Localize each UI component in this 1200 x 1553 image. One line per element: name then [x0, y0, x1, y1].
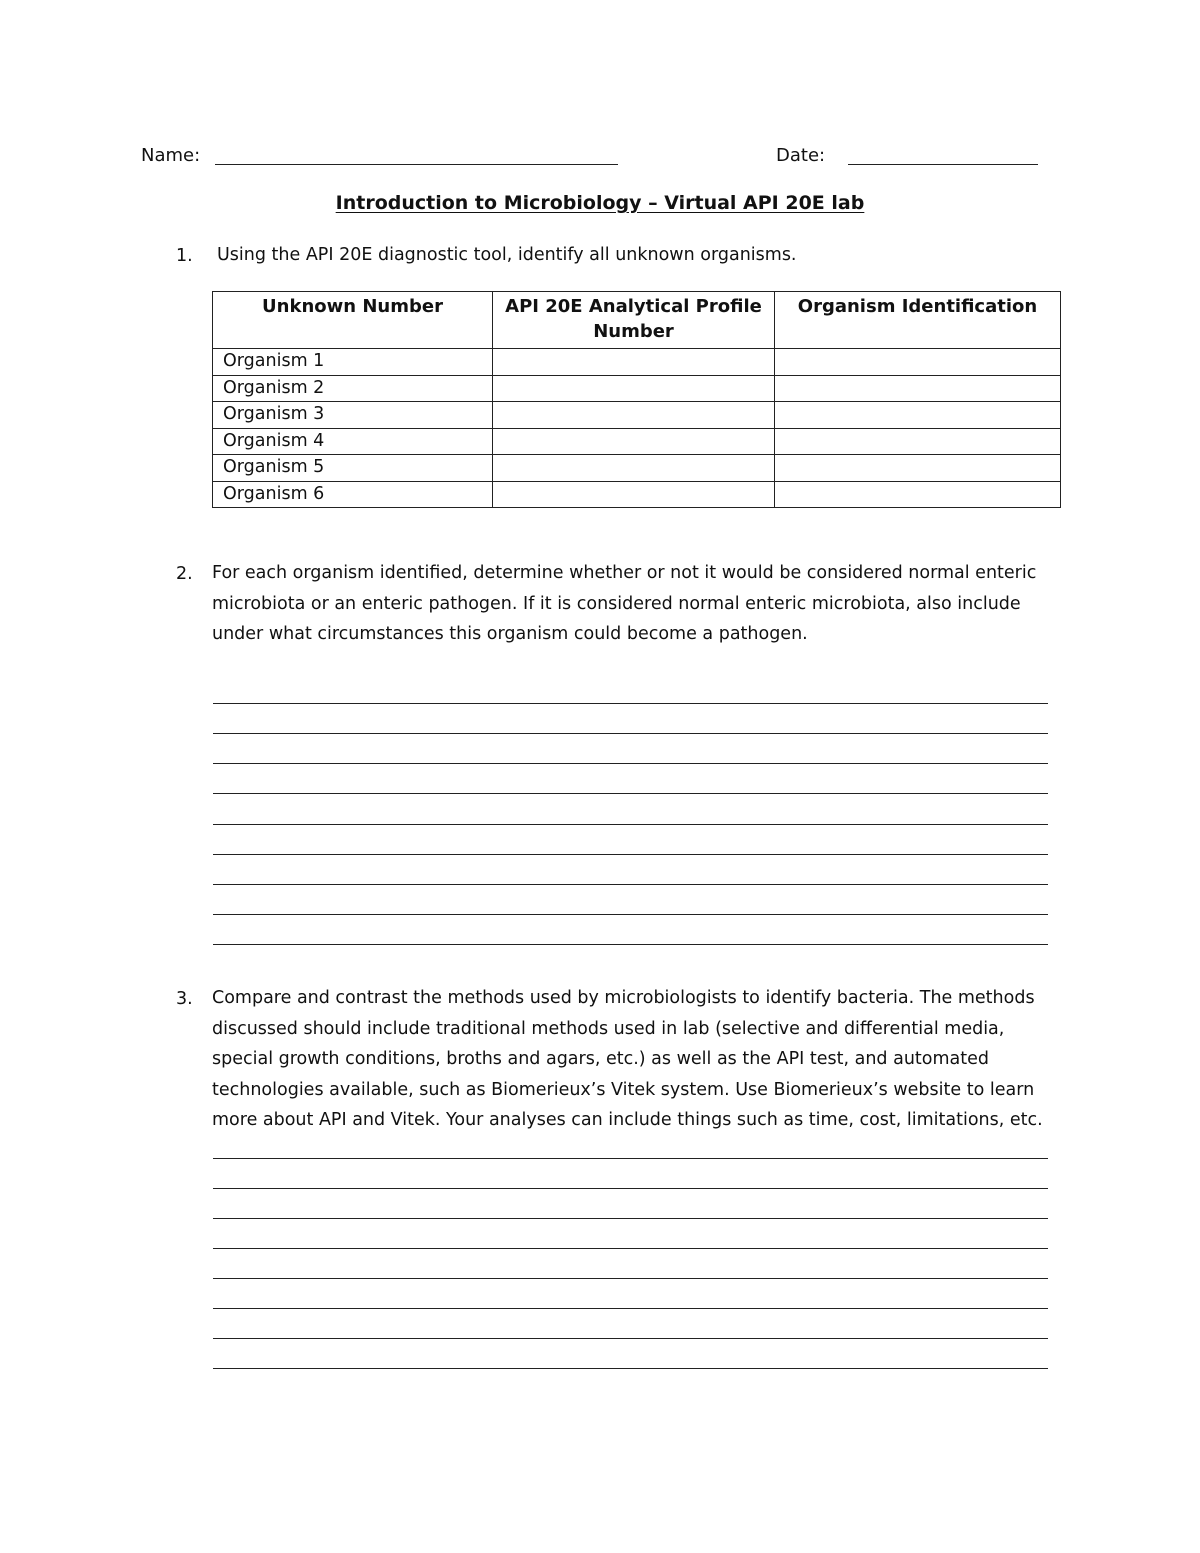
- answer-line[interactable]: [213, 914, 1048, 915]
- identification-cell[interactable]: [775, 428, 1061, 455]
- profile-number-cell[interactable]: [493, 428, 775, 455]
- answer-line[interactable]: [213, 1308, 1048, 1309]
- question-2-number: 2.: [176, 564, 193, 584]
- row-label: Organism 3: [213, 402, 493, 429]
- identification-cell[interactable]: [775, 481, 1061, 508]
- table-row: [213, 481, 1061, 508]
- answer-line[interactable]: [213, 733, 1048, 734]
- name-field[interactable]: [215, 164, 618, 165]
- table-header-row: [213, 292, 1061, 349]
- table-row: [213, 428, 1061, 455]
- row-label: Organism 6: [213, 481, 493, 508]
- name-label: Name:: [141, 145, 201, 166]
- row-label: Organism 2: [213, 375, 493, 402]
- answer-line[interactable]: [213, 1188, 1048, 1189]
- row-label: Organism 1: [213, 349, 493, 376]
- identification-cell[interactable]: [775, 402, 1061, 429]
- question-2-text: For each organism identified, determine whether or not it would be considered normal enteric microbiota or an enteric pathogen. If it is considered normal enteric microbiota, also include under what circumstances this organism could become a pathogen.: [212, 563, 1037, 644]
- table-row: [213, 402, 1061, 429]
- organism-table: [212, 291, 1061, 508]
- row-label: Organism 4: [213, 428, 493, 455]
- answer-line[interactable]: [213, 824, 1048, 825]
- date-field[interactable]: [848, 164, 1038, 165]
- answer-line[interactable]: [213, 854, 1048, 855]
- profile-number-cell[interactable]: [493, 402, 775, 429]
- identification-cell[interactable]: [775, 455, 1061, 482]
- question-3-text: Compare and contrast the methods used by microbiologists to identify bacteria. The methods discussed should include traditional methods used in lab (selective and differential media, special growth conditions, broths and agars, etc.) as well as the API test, and automated technologies available, such as Biomerieux’s Vitek system. Use Biomerieux’s website to learn more about API and Vitek. Your analyses can include things such as time, cost, limitations, etc.: [212, 988, 1043, 1130]
- answer-line[interactable]: [213, 1218, 1048, 1219]
- identification-cell[interactable]: [775, 375, 1061, 402]
- profile-number-cell[interactable]: [493, 349, 775, 376]
- identification-cell[interactable]: [775, 349, 1061, 376]
- row-label: Organism 5: [213, 455, 493, 482]
- answer-line[interactable]: [213, 944, 1048, 945]
- date-label: Date:: [776, 145, 826, 166]
- answer-line[interactable]: [213, 884, 1048, 885]
- question-1-text: Using the API 20E diagnostic tool, identify all unknown organisms.: [217, 245, 797, 265]
- table-row: [213, 455, 1061, 482]
- profile-number-cell[interactable]: [493, 455, 775, 482]
- profile-number-cell[interactable]: [493, 375, 775, 402]
- answer-line[interactable]: [213, 1368, 1048, 1369]
- column-header-unknown-number: Unknown Number: [213, 292, 493, 349]
- table-row: [213, 375, 1061, 402]
- answer-line[interactable]: [213, 763, 1048, 764]
- column-header-profile-number: API 20E Analytical Profile Number: [493, 292, 775, 349]
- column-header-organism-identification: Organism Identification: [775, 292, 1061, 349]
- page-title: Introduction to Microbiology – Virtual API 20E lab: [335, 192, 865, 214]
- question-3-number: 3.: [176, 989, 193, 1009]
- answer-line[interactable]: [213, 703, 1048, 704]
- answer-line[interactable]: [213, 1158, 1048, 1159]
- answer-line[interactable]: [213, 1278, 1048, 1279]
- answer-line[interactable]: [213, 793, 1048, 794]
- profile-number-cell[interactable]: [493, 481, 775, 508]
- table-row: [213, 349, 1061, 376]
- question-1-number: 1.: [176, 246, 193, 266]
- answer-line[interactable]: [213, 1338, 1048, 1339]
- answer-line[interactable]: [213, 1248, 1048, 1249]
